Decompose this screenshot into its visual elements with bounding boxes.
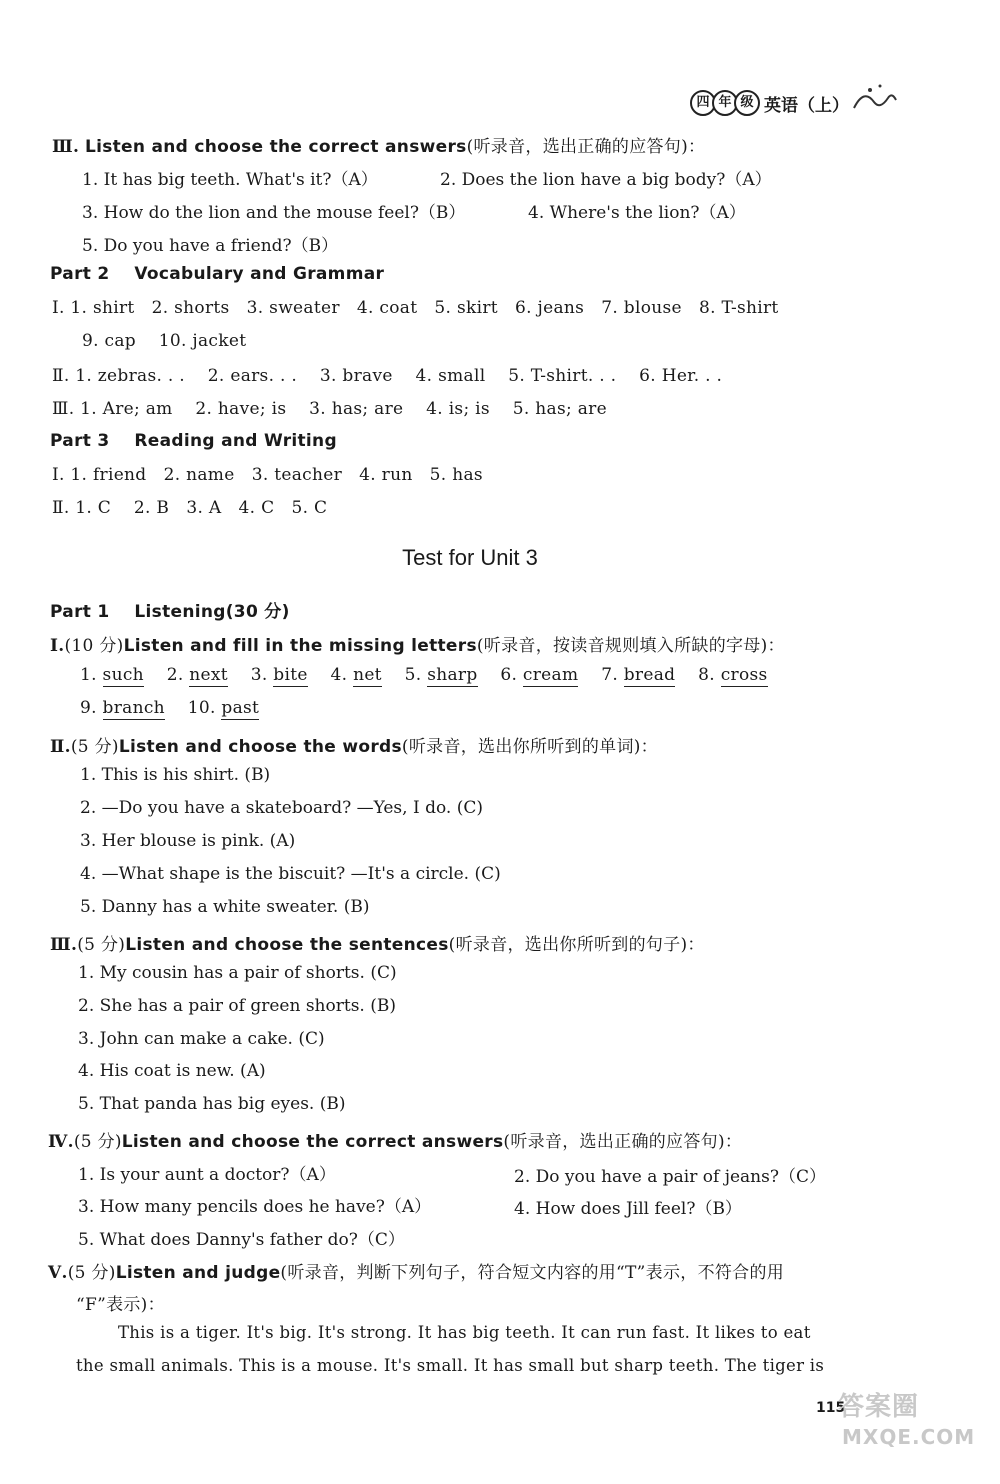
- section-heading: Ⅴ.(5 分)Listen and judge(听录音，判断下列句子，符合短文内容的用“T”表示，不符合的用: [48, 1263, 785, 1283]
- answer-item: 1. Is your aunt a doctor?（A）: [78, 1165, 336, 1185]
- answer-item: 5. Do you have a friend?（B）: [82, 236, 339, 256]
- word-item: 10. past: [187, 698, 260, 718]
- decorative-swirl-icon: [850, 80, 900, 116]
- answer-item: 3. John can make a cake. (C): [78, 1029, 325, 1049]
- page-header: [690, 88, 849, 118]
- section-heading: Ⅲ.(5 分)Listen and choose the sentences(听录音，选出你所听到的句子)：: [50, 935, 705, 955]
- answer-line: Ⅰ. 1. friend 2. name 3. teacher 4. run 5. has: [52, 465, 483, 485]
- answer-item: 5. That panda has big eyes. (B): [78, 1094, 346, 1114]
- answer-item: 3. How do the lion and the mouse feel?（B）: [82, 203, 466, 223]
- word-item: 6. cream: [500, 665, 579, 685]
- answer-item: 2. Does the lion have a big body?（A）: [440, 170, 772, 190]
- part-title: Part 2 Vocabulary and Grammar: [50, 264, 385, 284]
- word-item: 2. next: [166, 665, 228, 685]
- answer-item: 2. Do you have a pair of jeans?（C）: [514, 1167, 826, 1187]
- answer-item: 5. What does Danny's father do?（C）: [78, 1230, 405, 1250]
- page-number: 115: [816, 1400, 846, 1416]
- answer-item: 5. Danny has a white sweater. (B): [80, 897, 370, 917]
- answer-item: 1. This is his shirt. (B): [80, 765, 271, 785]
- unit-title: Test for Unit 3: [402, 545, 538, 570]
- word-list-row2: [80, 698, 259, 718]
- answer-line: 9. cap 10. jacket: [82, 331, 247, 351]
- section-heading: Ⅳ.(5 分)Listen and choose the correct answers(听录音，选出正确的应答句)：: [48, 1132, 743, 1152]
- answer-item: 4. How does Jill feel?（B）: [514, 1199, 742, 1219]
- part-title: Part 1 Listening(30 分): [50, 602, 290, 622]
- word-item: 4. net: [330, 665, 382, 685]
- answer-item: 3. How many pencils does he have?（A）: [78, 1197, 432, 1217]
- answer-item: 1. My cousin has a pair of shorts. (C): [78, 963, 397, 983]
- subject-label: 英语（上）: [764, 95, 849, 116]
- grade-badge-char: 年: [712, 90, 738, 116]
- section-heading: Ⅲ. Listen and choose the correct answers(听录音，选出正确的应答句)：: [52, 137, 706, 157]
- word-item: 7. bread: [601, 665, 676, 685]
- answer-item: 1. It has big teeth. What's it?（A）: [82, 170, 378, 190]
- answer-line: Ⅱ. 1. zebras. . . 2. ears. . . 3. brave 4. small 5. T-shirt. . . 6. Her. . .: [52, 366, 723, 386]
- word-item: 8. cross: [698, 665, 768, 685]
- answer-item: 4. His coat is new. (A): [78, 1061, 266, 1081]
- answer-item: 2. —Do you have a skateboard? —Yes, I do. (C): [80, 798, 483, 818]
- section-heading-cont: “F”表示)：: [76, 1295, 165, 1315]
- word-item: 5. sharp: [404, 665, 478, 685]
- passage-line: the small animals. This is a mouse. It's small. It has small but sharp teeth. The tiger is: [76, 1356, 825, 1375]
- answer-item: 3. Her blouse is pink. (A): [80, 831, 296, 851]
- word-list-row1: [80, 665, 768, 685]
- grade-badge: [690, 90, 756, 116]
- answer-item: 4. —What shape is the biscuit? —It's a circle. (C): [80, 864, 501, 884]
- grade-badge-char: 四: [690, 90, 716, 116]
- watermark-logo: 答案圈 MXQE.COM: [838, 1392, 976, 1449]
- section-heading: Ⅱ.(5 分)Listen and choose the words(听录音，选出你所听到的单词)：: [50, 737, 658, 757]
- answer-item: 2. She has a pair of green shorts. (B): [78, 996, 396, 1016]
- answer-line: Ⅱ. 1. C 2. B 3. A 4. C 5. C: [52, 498, 328, 518]
- answer-line: Ⅲ. 1. Are; am 2. have; is 3. has; are 4. is; is 5. has; are: [52, 399, 607, 419]
- grade-badge-char: 级: [734, 90, 760, 116]
- answer-item: 4. Where's the lion?（A）: [528, 203, 746, 223]
- section-heading: Ⅰ.(10 分)Listen and fill in the missing letters(听录音，按读音规则填入所缺的字母)：: [50, 636, 785, 656]
- part-title: Part 3 Reading and Writing: [50, 431, 337, 451]
- answer-line: Ⅰ. 1. shirt 2. shorts 3. sweater 4. coat 5. skirt 6. jeans 7. blouse 8. T-shirt: [52, 298, 779, 318]
- passage-line: This is a tiger. It's big. It's strong. It has big teeth. It can run fast. It likes to eat: [118, 1323, 811, 1342]
- word-item: 9. branch: [80, 698, 165, 718]
- word-item: 3. bite: [250, 665, 308, 685]
- word-item: 1. such: [80, 665, 144, 685]
